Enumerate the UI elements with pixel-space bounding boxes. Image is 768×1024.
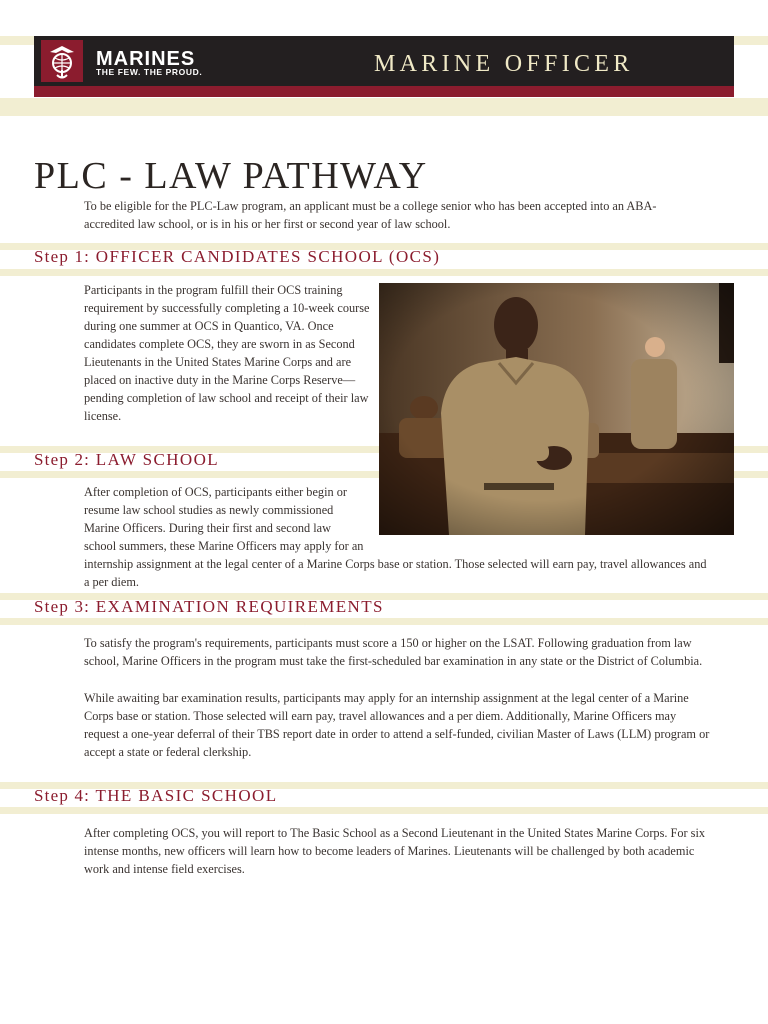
eagle-globe-anchor-icon	[41, 40, 83, 82]
header-stripe-bottom	[0, 98, 768, 116]
step2-title: LAW SCHOOL	[95, 450, 220, 469]
step3-heading	[34, 596, 384, 618]
step4-title: THE BASIC SCHOOL	[95, 786, 278, 805]
step4-heading	[34, 785, 277, 807]
step1-text: Participants in the program fulfill their OCS training requirement by successfully completing a 10-week course during one summer at OCS in Quantico, VA. Once candidates complete OCS, they are sworn in as Second Lieutenants in the United States Marine Corps and are placed on inactive duty in the Marine Corps Reserve—pending completion of law school and receipt of their law license.	[84, 283, 370, 423]
step4-label: Step 4:	[34, 786, 91, 805]
step3-text-1: To satisfy the program's requirements, participants must score a 150 or higher on the LSAT. Following graduation from law school, Marine Officers in the program must take the first-scheduled bar examination in any state or the District of Columbia.	[84, 636, 703, 668]
intro-text: To be eligible for the PLC-Law program, an applicant must be a college senior who has been accepted into an ABA-accredited law school, or is in his or her first or second year of law school.	[84, 199, 657, 231]
step1-label: Step 1:	[34, 247, 91, 266]
step2-text-body: After completion of OCS, participants either begin or resume law school studies as newly commissioned Marine Officers. During their first and second law school summers, these Marine Officers may apply for an internship assignment at the legal center of a Marine Corps base or station. Those selected will earn pay, travel allowances and a per diem.	[84, 485, 707, 589]
step2-heading	[34, 449, 219, 471]
step1-stripe-bottom	[0, 269, 768, 276]
step1-title: OFFICER CANDIDATES SCHOOL (OCS)	[95, 247, 441, 266]
section-title: MARINE OFFICER	[374, 51, 634, 77]
step1-heading	[34, 246, 440, 268]
step4-stripe-bottom	[0, 807, 768, 814]
step3-label: Step 3:	[34, 597, 91, 616]
step3-text-2: While awaiting bar examination results, participants may apply for an internship assignment at the legal center of a Marine Corps base or station. Those selected will earn pay, travel allowances and a per diem. Additionally, Marine Officers may request a one-year deferral of their TBS report date in order to attend a self-funded, civilian Master of Laws (LLM) program or accept a state or federal clerkship.	[84, 691, 710, 759]
step3-stripe-bottom	[0, 618, 768, 625]
brand-tagline: THE FEW. THE PROUD.	[96, 67, 203, 77]
page-title: PLC - LAW PATHWAY	[34, 155, 428, 197]
photo-wrap-spacer	[366, 483, 714, 538]
step3-title: EXAMINATION REQUIREMENTS	[95, 597, 384, 616]
step4-text: After completing OCS, you will report to The Basic School as a Second Lieutenant in the United States Marine Corps. For six intense months, new officers will learn how to become leaders of Marines. Lieutenants will be challenged by both academic work and intense field exercises.	[84, 826, 706, 876]
header-accent-bar	[34, 86, 734, 97]
step2-label: Step 2:	[34, 450, 91, 469]
brand-name: MARINES	[96, 48, 196, 70]
step2-text	[84, 483, 714, 591]
